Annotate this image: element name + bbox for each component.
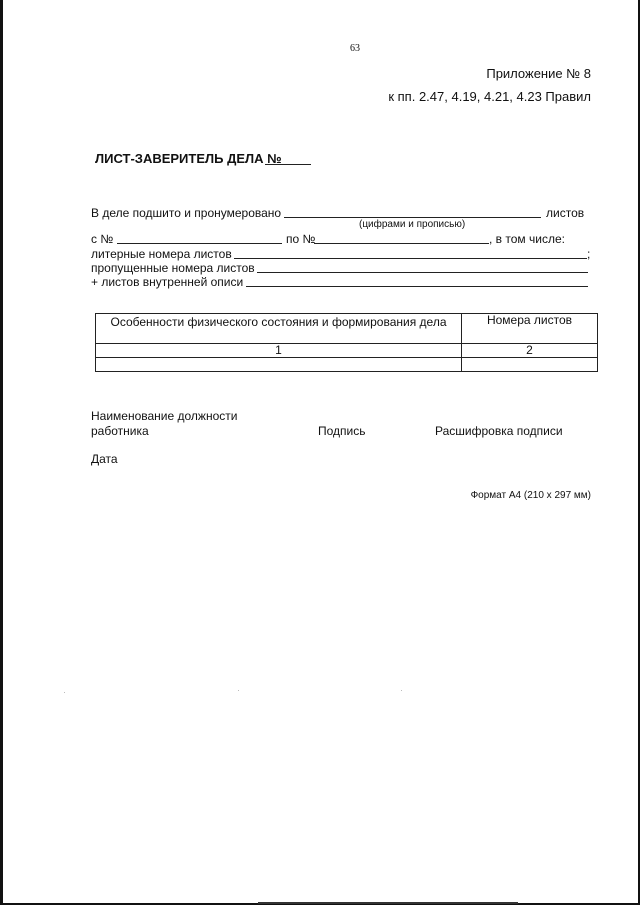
internal-inventory-label: + листов внутренней описи	[91, 275, 244, 289]
format-label: Формат А4 (210 х 297 мм)	[470, 490, 591, 501]
table-cell	[462, 358, 598, 372]
signature-label: Подпись	[318, 424, 366, 438]
letter-numbers-label: литерные номера листов	[91, 247, 232, 261]
table-header-sheet-numbers: Номера листов	[462, 314, 598, 344]
table-header-row	[96, 314, 598, 344]
case-number-line	[265, 164, 311, 165]
scan-dot	[401, 690, 402, 691]
scan-dot	[238, 690, 239, 691]
physical-state-table	[95, 313, 598, 372]
missing-numbers-line	[257, 272, 588, 273]
from-number-line	[117, 243, 282, 244]
to-number-line	[314, 243, 489, 244]
page-title: ЛИСТ-ЗАВЕРИТЕЛЬ ДЕЛА №	[95, 151, 282, 166]
date-label: Дата	[91, 452, 118, 466]
from-label: с №	[91, 232, 114, 246]
filed-label: В деле подшито и пронумеровано	[91, 206, 282, 220]
letter-numbers-line	[234, 258, 587, 259]
missing-numbers-label: пропущенные номера листов	[91, 261, 255, 275]
rules-reference: к пп. 2.47, 4.19, 4.21, 4.23 Правил	[388, 89, 591, 104]
table-cell	[96, 358, 462, 372]
scan-mark	[258, 902, 518, 904]
to-label: по №	[286, 232, 316, 246]
page-number: 63	[350, 43, 360, 54]
table-header-features: Особенности физического состояния и формирования дела	[96, 314, 462, 344]
table-row	[96, 344, 598, 358]
column-number-1: 1	[96, 344, 462, 358]
hint-text: (цифрами и прописью)	[359, 219, 466, 230]
scan-dot	[64, 692, 65, 693]
sheet-count-line	[284, 217, 541, 218]
sheets-word: листов	[546, 206, 585, 220]
column-number-2: 2	[462, 344, 598, 358]
appendix-label: Приложение № 8	[486, 66, 591, 81]
including-label: , в том числе:	[489, 232, 565, 246]
signature-decoding-label: Расшифровка подписи	[435, 424, 563, 438]
table-row	[96, 358, 598, 372]
internal-inventory-line	[246, 286, 588, 287]
letter-numbers-end: ;	[587, 247, 591, 261]
page-edge-left	[0, 0, 3, 905]
position-label-line2: работника	[91, 424, 149, 438]
position-label-line1: Наименование должности	[91, 409, 238, 423]
